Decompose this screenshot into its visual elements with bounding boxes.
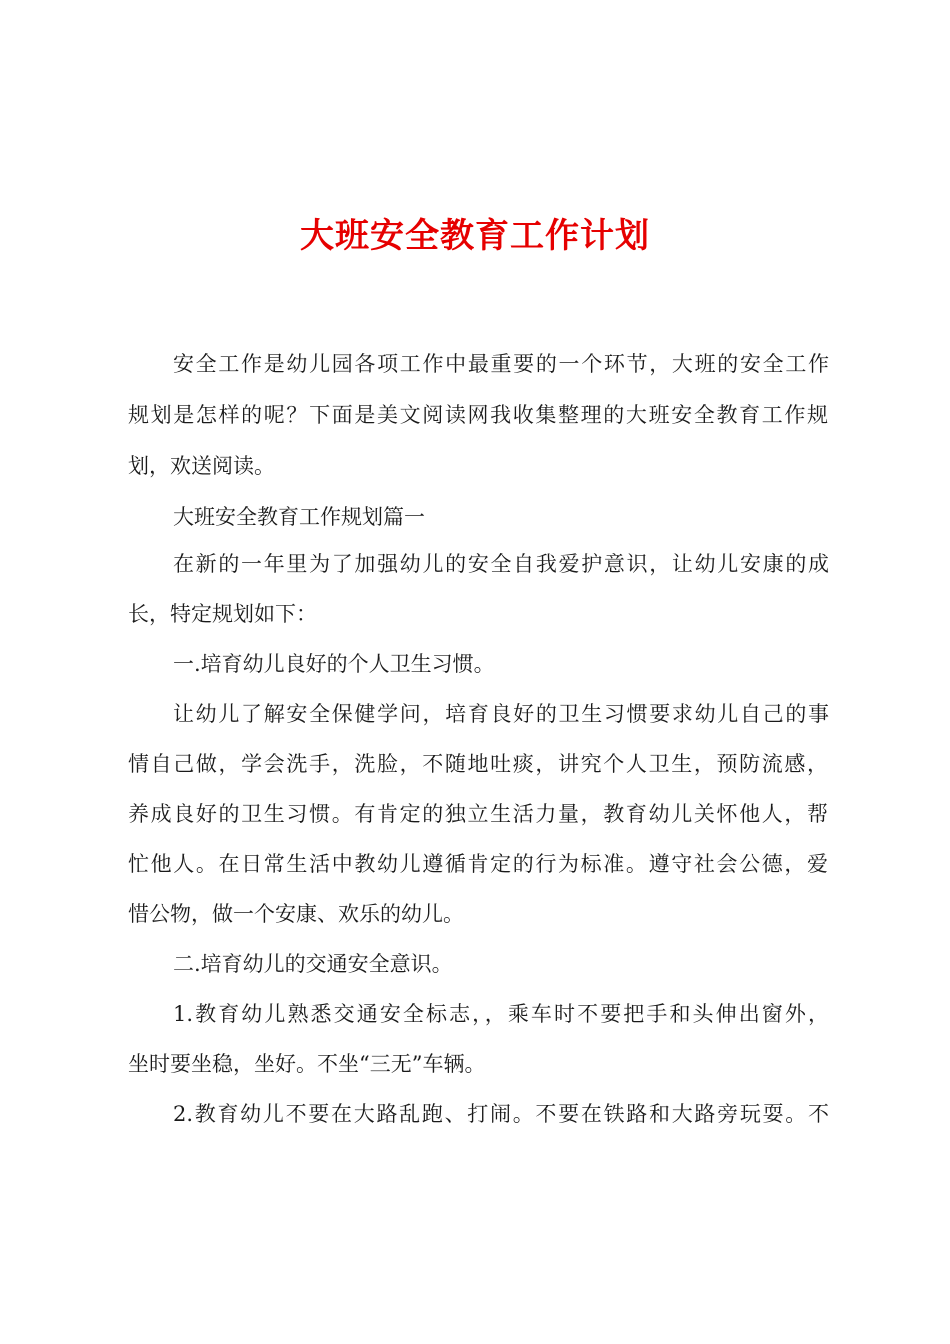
paragraph-line: 安全工作是幼儿园各项工作中最重要的一个环节，大班的安全工作 [173, 352, 829, 376]
paragraph-line: 惜公物，做一个安康、欢乐的幼儿。 [128, 902, 464, 926]
list-heading: 一.培育幼儿良好的个人卫生习惯。 [173, 652, 495, 676]
section-heading: 大班安全教育工作规划篇一 [173, 505, 425, 529]
paragraph-line: 长，特定规划如下： [128, 602, 317, 626]
paragraph-line: 在新的一年里为了加强幼儿的安全自我爱护意识，让幼儿安康的成 [173, 552, 829, 576]
paragraph-line: 划，欢送阅读。 [128, 454, 275, 478]
list-heading: 二.培育幼儿的交通安全意识。 [173, 952, 453, 976]
list-item-line: 坐时要坐稳，坐好。不坐“三无”车辆。 [128, 1052, 486, 1076]
paragraph-line: 情自己做，学会洗手，洗脸，不随地吐痰，讲究个人卫生，预防流感， [128, 752, 828, 776]
paragraph-line: 规划是怎样的呢？下面是美文阅读网我收集整理的大班安全教育工作规 [128, 403, 828, 427]
list-item-line: 2.教育幼儿不要在大路乱跑、打闹。不要在铁路和大路旁玩耍。不 [173, 1102, 829, 1126]
document-title: 大班安全教育工作计划 [300, 216, 650, 256]
paragraph-line: 养成良好的卫生习惯。有肯定的独立生活力量，教育幼儿关怀他人，帮 [128, 802, 828, 826]
paragraph-line: 让幼儿了解安全保健学问，培育良好的卫生习惯要求幼儿自己的事 [173, 702, 829, 726]
list-item-line: 1.教育幼儿熟悉交通安全标志，，乘车时不要把手和头伸出窗外， [173, 1002, 829, 1026]
paragraph-line: 忙他人。在日常生活中教幼儿遵循肯定的行为标准。遵守社会公德，爱 [128, 852, 828, 876]
